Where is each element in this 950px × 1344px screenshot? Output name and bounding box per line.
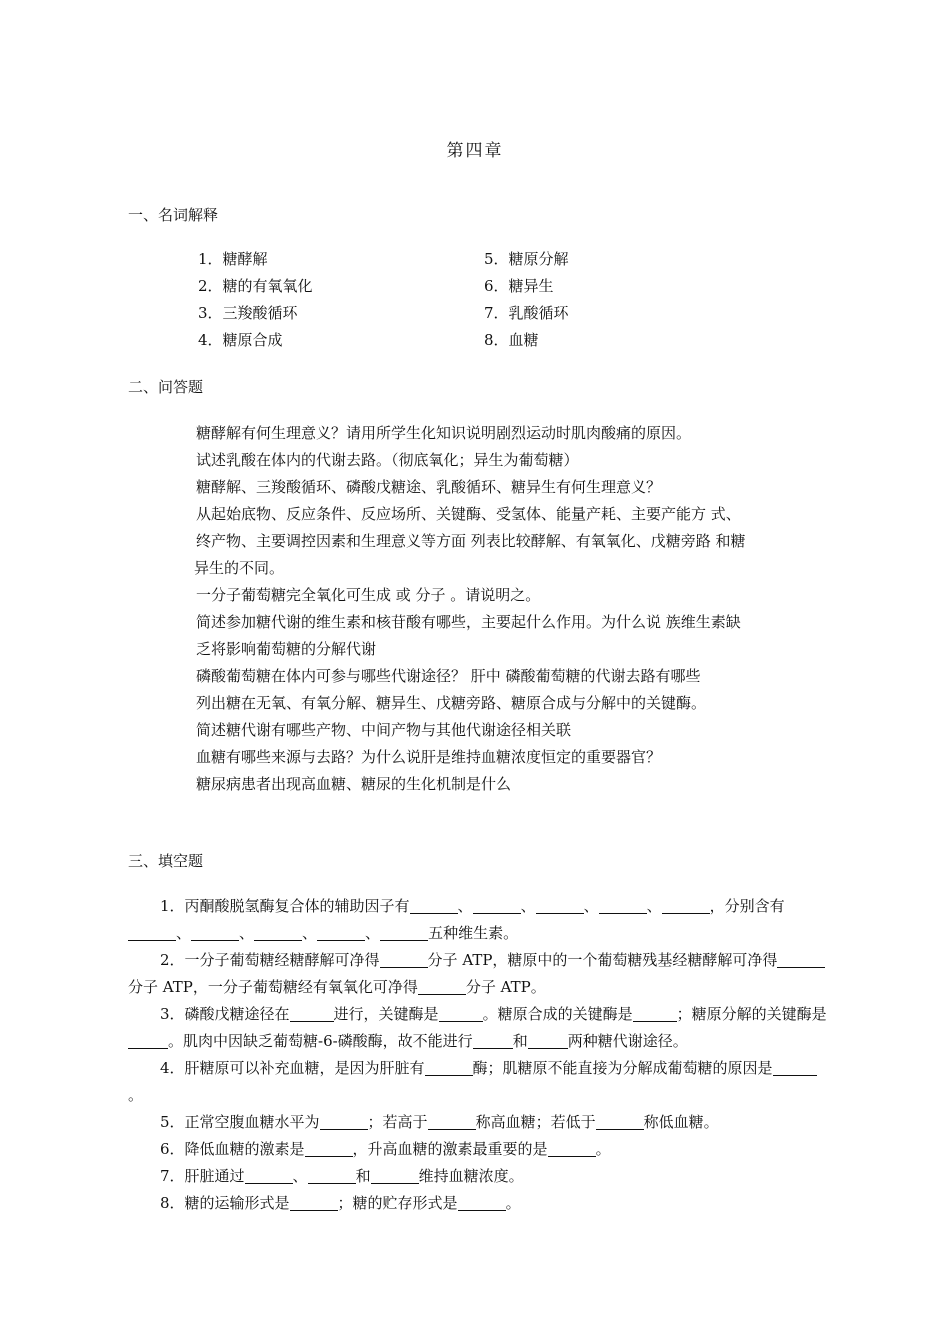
blank-line (191, 924, 239, 941)
question-line: 简述参加糖代谢的维生素和核苷酸有哪些，主要起什么作用。为什么说 族维生素缺 (196, 613, 741, 631)
fill-separator: 、 (646, 897, 662, 915)
fill-text: 4．肝糖原可以补充血糖，是因为肝脏有 (160, 1059, 425, 1077)
section-heading-terms: 一、名词解释 (128, 206, 219, 224)
section-heading-fill: 三、填空题 (128, 852, 204, 870)
fill-text: 维持血糖浓度。 (418, 1167, 524, 1185)
fill-separator: 、 (520, 897, 536, 915)
blank-line (410, 897, 458, 914)
fill-text: 。糖原合成的关键酶是 (482, 1005, 633, 1023)
fill-text: 。 (505, 1194, 521, 1212)
term-item: 8．血糖 (484, 331, 539, 349)
question-list (196, 420, 836, 798)
fill-text: 五种维生素。 (428, 924, 519, 942)
fill-text: 两种糖代谢途径。 (567, 1032, 688, 1050)
fill-text: ；糖的贮存形式是 (337, 1194, 458, 1212)
term-item: 1．糖酵解 (198, 250, 268, 268)
fill-question (128, 893, 828, 947)
blank-line (439, 1005, 483, 1022)
term-item: 5．糖原分解 (484, 250, 569, 268)
fill-question (128, 1109, 828, 1136)
fill-separator: 、 (457, 897, 473, 915)
question-line: 列出糖在无氧、有氧分解、糖异生、戊糖旁路、糖原合成与分解中的关键酶。 (196, 694, 707, 712)
blank-line (371, 1167, 419, 1184)
blank-line (458, 1194, 506, 1211)
fill-text: 和 (355, 1167, 371, 1185)
fill-text: 分子 ATP，糖原中的一个葡萄糖残基经糖酵解可净得 (427, 951, 778, 969)
fill-question (128, 1136, 828, 1163)
question-line: 血糖有哪些来源与去路？为什么说肝是维持血糖浓度恒定的重要器官？ (196, 748, 662, 766)
fill-text: 分子 ATP。 (465, 978, 546, 996)
fill-text: 3．磷酸戊糖途径在 (160, 1005, 290, 1023)
question-line: 磷酸葡萄糖在体内可参与哪些代谢途径？ 肝中 磷酸葡萄糖的代谢去路有哪些 (196, 667, 701, 685)
fill-text: 8．糖的运输形式是 (160, 1194, 290, 1212)
question-line: 从起始底物、反应条件、反应场所、关键酶、受氢体、能量产耗、主要产能方 式、 (196, 505, 741, 523)
fill-text: ；糖原分解的关键酶是 (676, 1005, 827, 1023)
fill-text: 分子 ATP，一分子葡萄糖经有氧氧化可净得 (128, 978, 418, 996)
fill-text: 7．肝脏通过 (160, 1167, 245, 1185)
page-title: 第四章 (446, 141, 504, 161)
fill-text: 6．降低血糖的激素是 (160, 1140, 305, 1158)
blank-line (662, 897, 710, 914)
fill-text: ，升高血糖的激素最重要的是 (352, 1140, 548, 1158)
blank-line (777, 951, 825, 968)
fill-question (128, 1163, 828, 1190)
blank-line (320, 1113, 368, 1130)
blank-line (308, 1167, 356, 1184)
blank-line (245, 1167, 293, 1184)
fill-in-list (128, 893, 828, 1217)
question-line: 简述糖代谢有哪些产物、中间产物与其他代谢途径相关联 (196, 721, 572, 739)
blank-line (773, 1059, 817, 1076)
fill-text: 称高血糖；若低于 (475, 1113, 596, 1131)
question-line: 糖酵解、三羧酸循环、磷酸戊糖途、乳酸循环、糖异生有何生理意义？ (196, 478, 662, 496)
term-item: 6．糖异生 (484, 277, 554, 295)
blank-line (380, 924, 428, 941)
question-line: 异生的不同。 (194, 559, 285, 577)
fill-text: 酶；肌糖原不能直接为分解成葡萄糖的原因是 (472, 1059, 773, 1077)
term-item: 7．乳酸循环 (484, 304, 569, 322)
fill-text: 。 (128, 1086, 144, 1104)
question-line: 试述乳酸在体内的代谢去路。（彻底氧化；异生为葡萄糖） (196, 451, 579, 469)
blank-line (254, 924, 302, 941)
fill-separator: 、 (365, 924, 381, 942)
term-item: 2．糖的有氧氧化 (198, 277, 313, 295)
blank-line (317, 924, 365, 941)
fill-question (128, 947, 828, 1001)
question-line: 终产物、主要调控因素和生理意义等方面 列表比较酵解、有氧氧化、戊糖旁路 和糖 (196, 532, 746, 550)
fill-separator: 、 (583, 897, 599, 915)
fill-text: 5．正常空腹血糖水平为 (160, 1113, 320, 1131)
fill-text: 进行，关键酶是 (333, 1005, 439, 1023)
blank-line (599, 897, 647, 914)
fill-separator: 、 (176, 924, 192, 942)
fill-separator: 、 (239, 924, 255, 942)
blank-line (536, 897, 584, 914)
term-item: 4．糖原合成 (198, 331, 283, 349)
fill-text: ，分别含有 (709, 897, 785, 915)
fill-question (128, 1190, 828, 1217)
fill-text: 称低血糖。 (643, 1113, 719, 1131)
fill-text: 。 (595, 1140, 611, 1158)
question-line: 乏将影响葡萄糖的分解代谢 (196, 640, 377, 658)
fill-text: 1．丙酮酸脱氢酶复合体的辅助因子有 (160, 897, 410, 915)
blank-line (128, 924, 176, 941)
blank-line (548, 1140, 596, 1157)
question-line: 一分子葡萄糖完全氧化可生成 或 分子 。请说明之。 (196, 586, 541, 604)
blank-line (528, 1032, 568, 1049)
section-heading-questions: 二、问答题 (128, 378, 204, 396)
fill-text: ；若高于 (367, 1113, 428, 1131)
fill-separator: 、 (292, 1167, 308, 1185)
blank-line (290, 1194, 338, 1211)
blank-line (428, 1113, 476, 1130)
blank-line (380, 951, 428, 968)
blank-line (473, 1032, 513, 1049)
blank-line (633, 1005, 677, 1022)
fill-question (128, 1055, 828, 1109)
blank-line (473, 897, 521, 914)
fill-text: 。肌肉中因缺乏葡萄糖-6-磷酸酶，故不能进行 (168, 1032, 473, 1050)
question-line: 糖酵解有何生理意义？请用所学生化知识说明剧烈运动时肌肉酸痛的原因。 (196, 424, 692, 442)
term-item: 3．三羧酸循环 (198, 304, 298, 322)
blank-line (290, 1005, 334, 1022)
fill-separator: 、 (302, 924, 318, 942)
fill-text: 和 (512, 1032, 528, 1050)
blank-line (596, 1113, 644, 1130)
blank-line (305, 1140, 353, 1157)
question-line: 糖尿病患者出现高血糖、糖尿的生化机制是什么 (196, 775, 512, 793)
fill-text: 2．一分子葡萄糖经糖酵解可净得 (160, 951, 380, 969)
blank-line (128, 1032, 168, 1049)
blank-line (425, 1059, 473, 1076)
fill-question (128, 1001, 828, 1055)
blank-line (418, 978, 466, 995)
